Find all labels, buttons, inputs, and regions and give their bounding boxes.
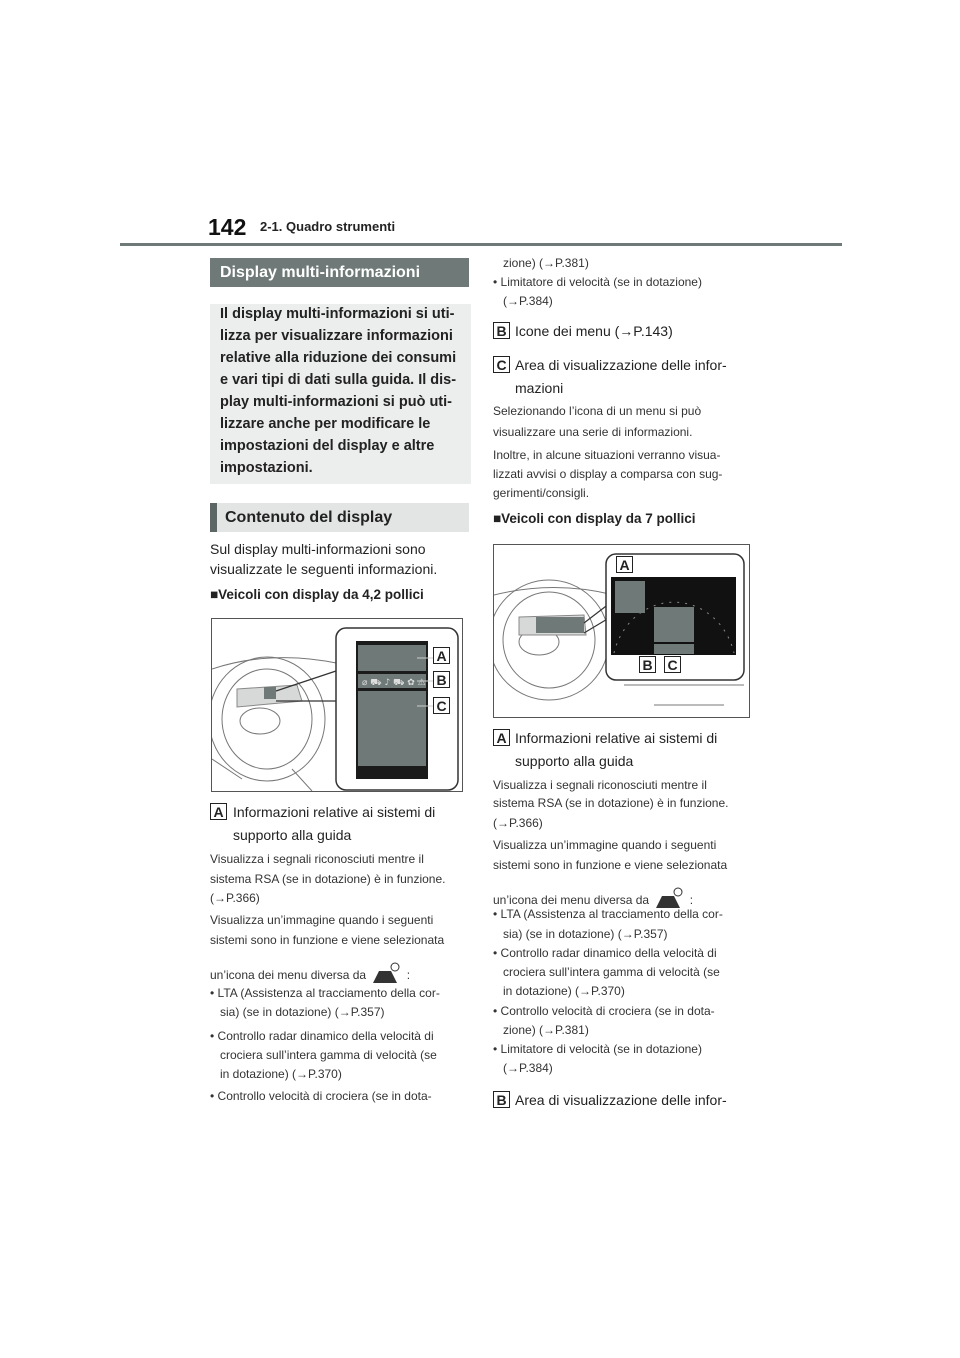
- figure-label-b: B: [639, 656, 656, 673]
- intro-line: lizzare anche per modificare le: [220, 416, 431, 432]
- svg-text:⌀ ⛟ ♪ ⛟ ✿ ⚠: ⌀ ⛟ ♪ ⛟ ✿ ⚠: [362, 678, 426, 688]
- body-line: Inoltre, in alcune situazioni verranno visua-: [493, 448, 721, 462]
- body-line: sistemi sono in funzione e viene selezionata: [493, 858, 728, 872]
- item-a-title: supporto alla guida: [515, 753, 634, 769]
- icon-line-colon: :: [406, 968, 411, 982]
- label-b: B: [493, 322, 510, 339]
- bullet-line: • Controllo velocità di crociera (se in dota-: [210, 1089, 432, 1103]
- intro-line: impostazioni.: [220, 460, 313, 476]
- bullet-line: (→P.384): [493, 294, 553, 308]
- icon-line: [210, 961, 410, 985]
- body-line: lizzati avvisi o display a comparsa con sug-: [493, 467, 723, 481]
- bullet-line: • Controllo velocità di crociera (se in dota-: [493, 1004, 715, 1018]
- bullet-line: sia) (se in dotazione) (→P.357): [493, 927, 668, 941]
- body-line: visualizzare una serie di informazioni.: [493, 425, 693, 439]
- icon-line-text: un’icona dei menu diversa da: [493, 893, 650, 907]
- page-number: 142: [208, 214, 247, 240]
- bullet-line: (→P.384): [493, 1061, 553, 1075]
- figure-label-c: C: [433, 697, 450, 714]
- item-a-title: Informazioni relative ai sistemi di: [515, 730, 718, 746]
- bullet-line: zione) (→P.381): [493, 1023, 589, 1037]
- driving-assist-icon: [369, 961, 403, 985]
- body-line: sistemi sono in funzione e viene selezionata: [210, 933, 445, 947]
- body-line: (→P.366): [493, 816, 543, 830]
- bullet-line: sia) (se in dotazione) (→P.357): [210, 1005, 385, 1019]
- body-line: Visualizza un’immagine quando i seguenti: [210, 913, 434, 927]
- bullet-line: zione) (→P.381): [493, 256, 589, 270]
- item-c-title: mazioni: [515, 380, 564, 396]
- figure-label-a: A: [433, 647, 450, 664]
- body-line: gerimenti/consigli.: [493, 486, 590, 500]
- intro-line: e vari tipi di dati sulla guida. Il dis-: [220, 372, 457, 388]
- para-line: Sul display multi-informazioni sono: [210, 541, 426, 557]
- intro-line: play multi-informazioni si può uti-: [220, 394, 452, 410]
- subheading-7: ■Veicoli con display da 7 pollici: [493, 511, 696, 526]
- intro-line: lizza per visualizzare informazioni: [220, 328, 453, 344]
- label-a: A: [493, 729, 510, 746]
- body-line: Visualizza i segnali riconosciuti mentre il: [493, 778, 707, 792]
- item-b-title: Area di visualizzazione delle infor-: [515, 1092, 727, 1108]
- bullet-line: crociera sull’intera gamma di velocità (se: [210, 1048, 437, 1062]
- figure-label-b: B: [433, 671, 450, 688]
- intro-line: impostazioni del display e altre: [220, 438, 435, 454]
- item-a-title: Informazioni relative ai sistemi di: [233, 804, 436, 820]
- figure-7-display: [493, 544, 750, 718]
- bullet-line: • Limitatore di velocità (se in dotazione): [493, 1042, 702, 1056]
- subheading-4-2: ■Veicoli con display da 4,2 pollici: [210, 587, 424, 602]
- intro-line: Il display multi-informazioni si uti-: [220, 306, 455, 322]
- heading-contenuto-del-display: Contenuto del display: [210, 503, 469, 532]
- bullet-line: • LTA (Assistenza al tracciamento della cor-: [210, 986, 440, 1000]
- bullet-line: • LTA (Assistenza al tracciamento della cor-: [493, 907, 723, 921]
- bullet-line: crociera sull’intera gamma di velocità (se: [493, 965, 720, 979]
- body-line: (→P.366): [210, 891, 260, 905]
- label-b: B: [493, 1091, 510, 1108]
- icon-line-text: un’icona dei menu diversa da: [210, 968, 367, 982]
- item-a-title: supporto alla guida: [233, 827, 352, 843]
- figure-label-c: C: [664, 656, 681, 673]
- label-c: C: [493, 356, 510, 373]
- bullet-line: • Controllo radar dinamico della velocità di: [210, 1029, 434, 1043]
- heading-display-multi-informazioni: Display multi-informazioni: [210, 258, 469, 287]
- body-line: Selezionando l’icona di un menu si può: [493, 404, 702, 418]
- label-a: A: [210, 803, 227, 820]
- bullet-line: in dotazione) (→P.370): [493, 984, 625, 998]
- para-line: visualizzate le seguenti informazioni.: [210, 561, 438, 577]
- icon-line-colon: :: [689, 893, 694, 907]
- dashboard-illustration: [212, 619, 462, 791]
- item-b-title: Icone dei menu (→P.143): [515, 323, 673, 339]
- header-rule: [120, 243, 842, 246]
- item-c-title: Area di visualizzazione delle infor-: [515, 357, 727, 373]
- section-title: 2-1. Quadro strumenti: [260, 219, 396, 234]
- figure-4-2-display: [211, 618, 463, 792]
- intro-line: relative alla riduzione dei consumi: [220, 350, 457, 366]
- bullet-line: • Controllo radar dinamico della velocità di: [493, 946, 717, 960]
- bullet-line: • Limitatore di velocità (se in dotazione): [493, 275, 702, 289]
- bullet-line: in dotazione) (→P.370): [210, 1067, 342, 1081]
- body-line: Visualizza un’immagine quando i seguenti: [493, 838, 717, 852]
- body-line: sistema RSA (se in dotazione) è in funzione.: [210, 872, 446, 886]
- figure-label-a: A: [616, 556, 633, 573]
- body-line: sistema RSA (se in dotazione) è in funzione.: [493, 796, 729, 810]
- body-line: Visualizza i segnali riconosciuti mentre il: [210, 852, 424, 866]
